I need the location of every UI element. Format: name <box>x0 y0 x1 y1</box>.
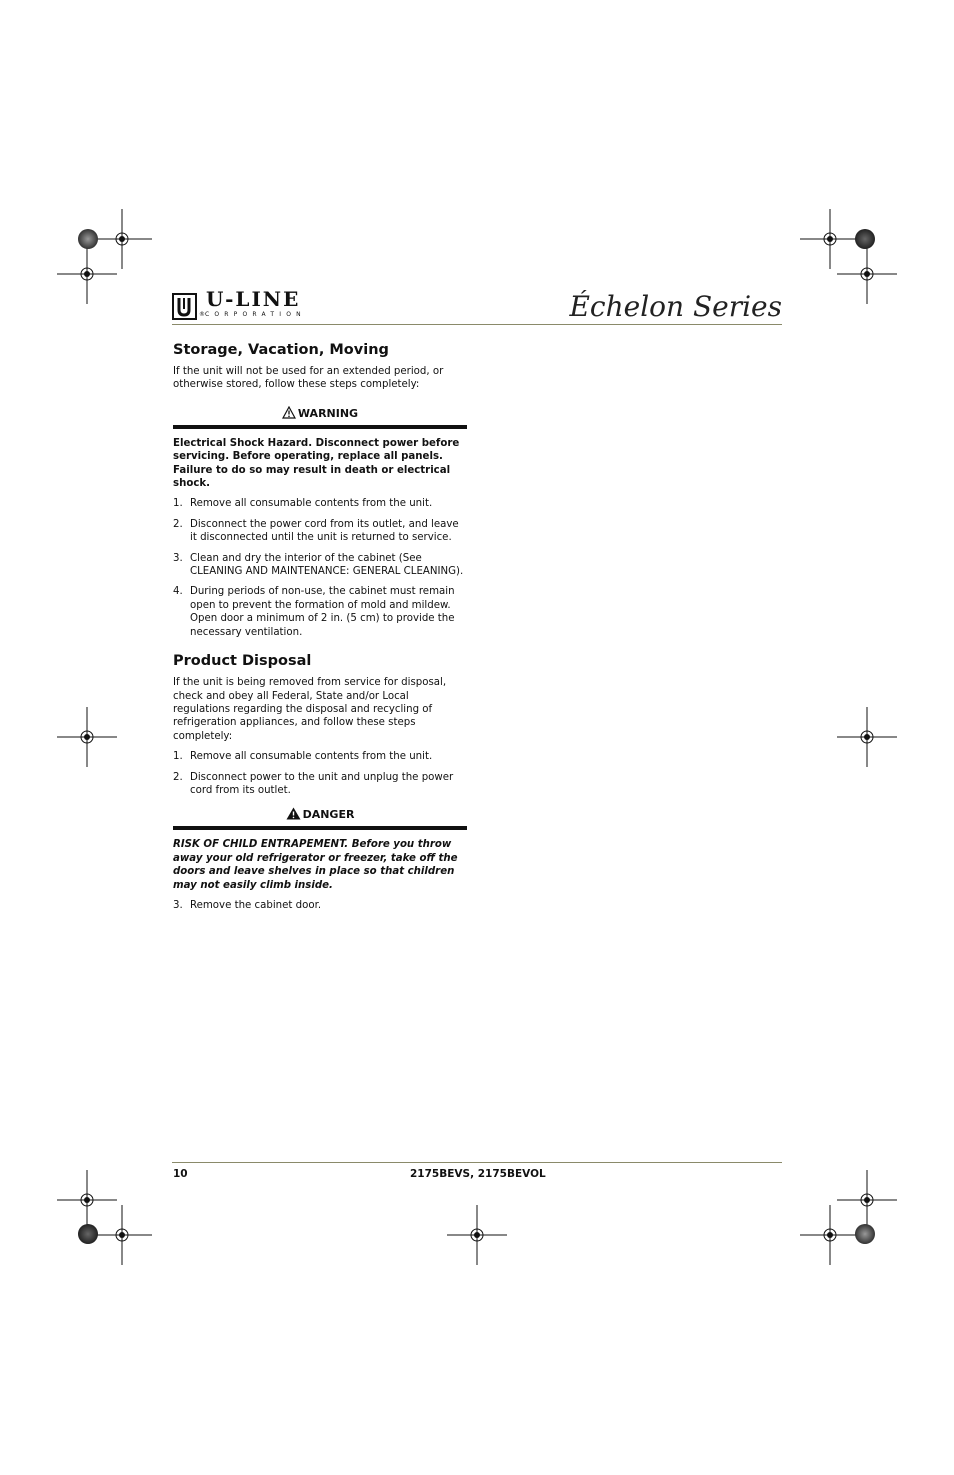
step-number: 1. <box>173 498 183 510</box>
footer-rule <box>172 1162 782 1163</box>
registration-mark-top-right-outer <box>837 244 897 304</box>
warning-text: Electrical Shock Hazard. Disconnect power before servicing. Before operating, replace all panels. Failure to do so may result in death or electrical shock. <box>173 437 460 490</box>
warning-bar <box>173 425 467 429</box>
danger-header <box>173 807 467 823</box>
registration-mark-mid-right <box>837 707 897 767</box>
step-text: Remove all consumable contents from the unit. <box>190 751 433 763</box>
step-number: 3. <box>173 899 183 911</box>
warning-label: WARNING <box>297 406 359 420</box>
step-text: Remove the cabinet door. <box>190 899 322 911</box>
list-item <box>173 497 467 510</box>
model-numbers: 2175BEVS, 2175BEVOL <box>410 1168 546 1180</box>
section-title-disposal: Product Disposal <box>173 653 312 670</box>
disposal-steps <box>173 750 467 797</box>
step-number: 1. <box>173 751 183 763</box>
logo-registered-mark: ® <box>199 311 205 318</box>
section-title-storage: Storage, Vacation, Moving <box>173 342 389 358</box>
step-text: During periods of non-use, the cabinet must remain open to prevent the formation of mold and mildew. Open door a minimum of 2 in. (5 cm) to provide the necessary ventilation. <box>190 586 455 638</box>
registration-mark-bottom-center <box>447 1205 507 1265</box>
list-item <box>173 518 467 545</box>
list-item <box>173 899 467 912</box>
step-number: 2. <box>173 518 183 530</box>
danger-triangle-icon <box>286 807 301 825</box>
color-target-top-left <box>78 229 98 249</box>
step-number: 3. <box>173 552 183 564</box>
color-target-bottom-left <box>78 1224 98 1244</box>
series-title: Échelon Series <box>569 290 782 323</box>
step-number: 2. <box>173 771 183 783</box>
uline-logo <box>172 287 318 323</box>
list-item <box>173 750 467 763</box>
storage-steps <box>173 497 467 639</box>
color-target-bottom-right <box>855 1224 875 1244</box>
danger-text: RISK OF CHILD ENTRAPEMENT. Before you throw away your old refrigerator or freezer, take off the doors and leave shelves in place so that children may not easily climb inside. <box>173 839 458 891</box>
disposal-steps-after <box>173 899 467 912</box>
registration-mark-bottom-right-inner <box>800 1205 860 1265</box>
page-number: 10 <box>173 1168 188 1180</box>
logo-box-icon <box>172 293 197 320</box>
registration-mark-mid-left <box>57 707 117 767</box>
disposal-intro: If the unit is being removed from service for disposal, check and obey all Federal, State and/or Local regulations regarding the disposal and recycling of refrigeration appliances, and follow these steps completely: <box>173 677 447 742</box>
danger-bar <box>173 826 467 830</box>
logo-subtitle: CORPORATION <box>205 311 306 318</box>
logo-wordmark: U-LINE <box>206 287 301 311</box>
registration-mark-bottom-left-inner <box>92 1205 152 1265</box>
list-item <box>173 585 467 639</box>
step-text: Clean and dry the interior of the cabinet (See CLEANING AND MAINTENANCE: GENERAL CLEANING). <box>190 552 464 578</box>
step-text: Disconnect power to the unit and unplug the power cord from its outlet. <box>190 771 454 796</box>
danger-label: DANGER <box>302 808 355 822</box>
step-text: Disconnect the power cord from its outlet, and leave it disconnected until the unit is returned to service. <box>190 518 459 544</box>
list-item <box>173 771 467 798</box>
step-text: Remove all consumable contents from the unit. <box>190 498 433 510</box>
color-target-top-right <box>855 229 875 249</box>
list-item <box>173 552 467 579</box>
content-column <box>173 340 467 919</box>
header-rule <box>172 324 782 325</box>
warning-header <box>173 406 467 422</box>
step-number: 4. <box>173 586 183 598</box>
storage-intro: If the unit will not be used for an extended period, or otherwise stored, follow these steps completely: <box>173 366 444 391</box>
registration-mark-top-left-outer <box>57 244 117 304</box>
warning-triangle-icon <box>282 406 296 424</box>
